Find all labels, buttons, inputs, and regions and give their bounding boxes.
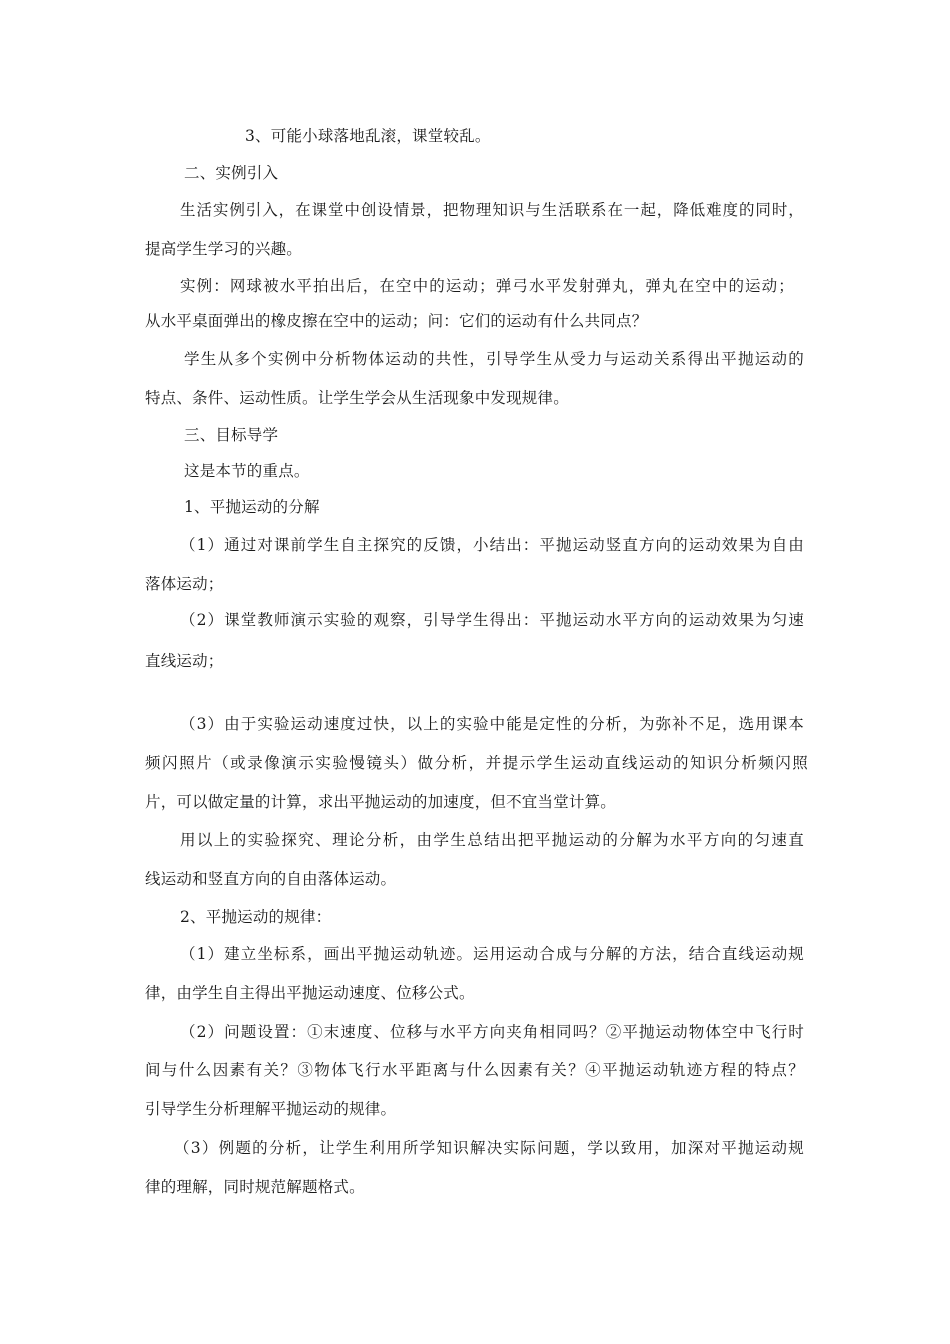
text-line-25: 间与什么因素有关？③物体飞行水平距离与什么因素有关？④平抛运动轨迹方程的特点？ bbox=[145, 1061, 804, 1079]
text-line-4: 提高学生学习的兴趣。 bbox=[145, 240, 303, 258]
text-line-8: 特点、条件、运动性质。让学生学会从生活现象中发现规律。 bbox=[145, 389, 569, 407]
text-line-1: 3、可能小球落地乱滚，课堂较乱。 bbox=[245, 127, 491, 145]
text-line-22: （1）建立坐标系，画出平抛运动轨迹。运用运动合成与分解的方法，结合直线运动规 bbox=[180, 945, 804, 963]
section-heading-3: 三、目标导学 bbox=[184, 426, 279, 444]
text-line-7: 学生从多个实例中分析物体运动的共性，引导学生从受力与运动关系得出平抛运动的 bbox=[184, 350, 804, 368]
text-line-14: （2）课堂教师演示实验的观察，引导学生得出：平抛运动水平方向的运动效果为匀速 bbox=[180, 611, 804, 629]
text-line-6: 从水平桌面弹出的橡皮擦在空中的运动；问：它们的运动有什么共同点？ bbox=[145, 312, 648, 330]
text-line-15: 直线运动； bbox=[145, 652, 224, 670]
text-line-17: 频闪照片（或录像演示实验慢镜头）做分析，并提示学生运动直线运动的知识分析频闪照 bbox=[145, 754, 808, 772]
text-line-19: 用以上的实验探究、理论分析，由学生总结出把平抛运动的分解为水平方向的匀速直 bbox=[180, 831, 804, 849]
text-line-5: 实例：网球被水平拍出后，在空中的运动；弹弓水平发射弹丸，弹丸在空中的运动； bbox=[180, 277, 794, 295]
subheading-2: 2、平抛运动的规律： bbox=[180, 908, 332, 926]
section-heading-2: 二、实例引入 bbox=[184, 164, 279, 182]
text-line-3: 生活实例引入，在课堂中创设情景，把物理知识与生活联系在一起，降低难度的同时， bbox=[180, 201, 804, 219]
text-line-28: 律的理解，同时规范解题格式。 bbox=[145, 1178, 365, 1196]
text-line-23: 律，由学生自主得出平抛运动速度、位移公式。 bbox=[145, 984, 475, 1002]
text-line-13: 落体运动； bbox=[145, 575, 224, 593]
subheading-1: 1、平抛运动的分解 bbox=[184, 498, 320, 516]
text-line-10: 这是本节的重点。 bbox=[184, 462, 310, 480]
text-line-18: 片，可以做定量的计算，求出平抛运动的加速度，但不宜当堂计算。 bbox=[145, 793, 617, 811]
text-line-16: （3）由于实验运动速度过快，以上的实验中能是定性的分析，为弥补不足，选用课本 bbox=[180, 715, 804, 733]
text-line-20: 线运动和竖直方向的自由落体运动。 bbox=[145, 870, 397, 888]
text-line-12: （1）通过对课前学生自主探究的反馈，小结出：平抛运动竖直方向的运动效果为自由 bbox=[180, 536, 804, 554]
text-line-27: （3）例题的分析，让学生利用所学知识解决实际问题，学以致用，加深对平抛运动规 bbox=[174, 1139, 804, 1157]
text-line-26: 引导学生分析理解平抛运动的规律。 bbox=[145, 1100, 397, 1118]
text-line-24: （2）问题设置：①末速度、位移与水平方向夹角相同吗？②平抛运动物体空中飞行时 bbox=[180, 1023, 804, 1041]
